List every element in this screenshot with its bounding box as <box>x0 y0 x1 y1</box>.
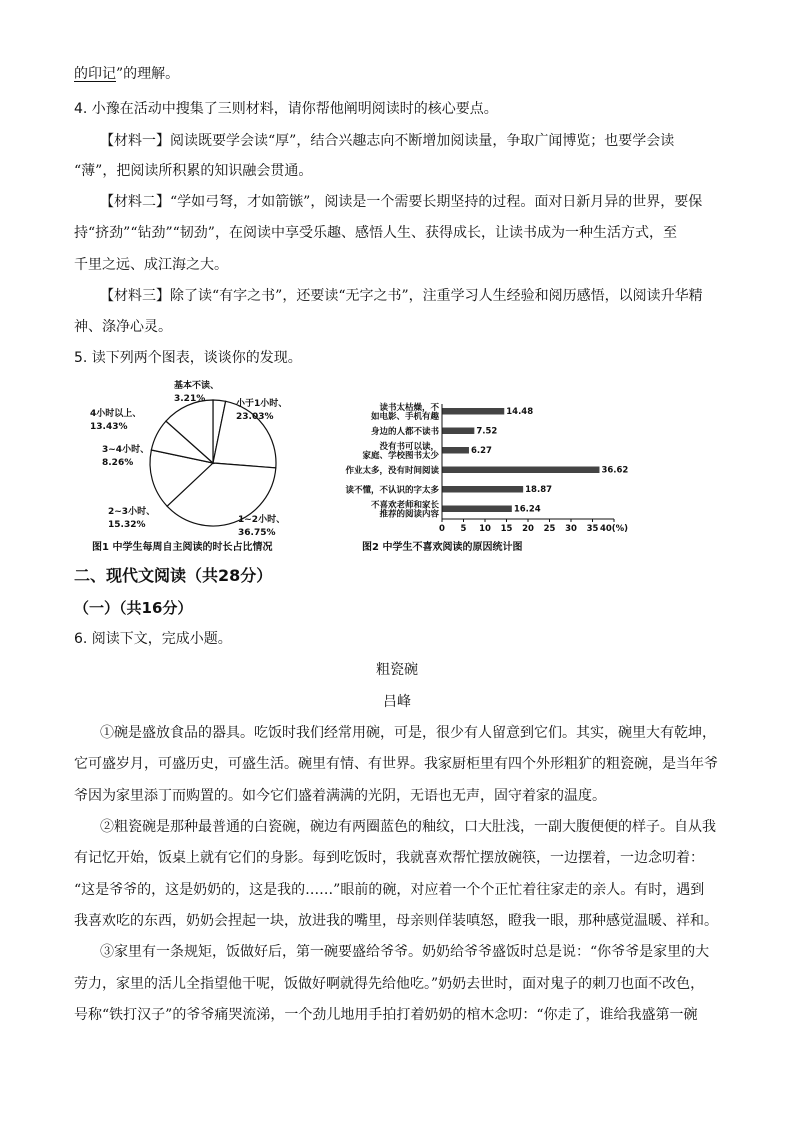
bar-category-label: 家庭、学校图书太少 <box>362 450 439 461</box>
x-tick-label: 20 <box>522 524 534 534</box>
label-h23-value: 15.32% <box>108 520 146 530</box>
material-3-line-1: 【材料三】除了读“有字之书”，还要读“无字之书”，注重学习人生经验和阅历感悟，以阅读升华精 <box>100 288 703 304</box>
bar-2 <box>442 447 469 454</box>
bar-value-label: 6.27 <box>470 446 492 456</box>
essay-p1-line-2: 它可盛岁月，可盛历史，可盛生活。碗里有情、有世界。我家厨柜里有四个外形粗犷的粗瓷碗，是当年爷 <box>74 756 718 772</box>
subsection-1-title: （一）（共16分） <box>74 599 193 617</box>
bar-category-label: 身边的人都不读书 <box>370 426 439 437</box>
bar-value-label: 18.87 <box>525 485 553 495</box>
x-tick-label: 0 <box>439 524 445 534</box>
question-4-stem: 4. 小豫在活动中搜集了三则材料，请你帮他阐明阅读时的核心要点。 <box>74 101 498 117</box>
bar-marks <box>442 408 599 512</box>
essay-title: 粗瓷碗 <box>376 662 418 678</box>
bar-value-label: 7.52 <box>476 426 498 437</box>
essay-p3-line-2: 劳力，家里的活儿全指望他干呢，饭做好啊就得先给他吃。”奶奶去世时，面对鬼子的刺刀也面不改色， <box>74 976 705 992</box>
essay-p2-line-4: 我喜欢吃的东西，奶奶会捏起一块，放进我的嘴里，母亲则佯装嗔怒，瞪我一眼，那种感觉温暖、祥和。 <box>74 913 718 929</box>
bar-category-label: 没有书可以读， <box>379 441 439 452</box>
bar-3 <box>442 467 599 474</box>
label-h34-value: 8.26% <box>102 458 134 468</box>
question-6-stem: 6. 阅读下文，完成小题。 <box>74 631 232 647</box>
x-tick-label: 10 <box>479 524 491 534</box>
label-none-name: 基本不读、 <box>174 381 220 391</box>
essay-p1-line-3: 爷因为家里添丁而购置的。如今它们盛着满满的光阴，无语也无声，固守着家的温度。 <box>74 788 606 804</box>
previous-question-tail <box>74 64 179 84</box>
bar-5 <box>442 506 512 513</box>
x-tick-label: 15 <box>500 524 513 534</box>
bar-1 <box>442 428 474 435</box>
bar-category-label: 读书太枯燥，不 <box>379 402 439 413</box>
label-gt4-value: 13.43% <box>90 422 128 432</box>
bar-4 <box>442 486 523 493</box>
label-h12-value: 36.75% <box>238 528 276 538</box>
material-1-line-2: “薄”，把阅读所积累的知识融会贯通。 <box>74 163 313 179</box>
section-2-title: 二、现代文阅读（共28分） <box>74 566 273 585</box>
label-h23-name: 2~3小时、 <box>108 507 156 517</box>
x-tick-label: 35 <box>586 524 599 534</box>
label-lt1-name: 小于1小时、 <box>236 399 288 409</box>
bar-value-label: 36.62 <box>601 465 629 476</box>
bar-chart <box>345 400 630 556</box>
essay-p3-line-3: 号称“铁打汉子”的爷爷痛哭流涕，一个劲儿地用手拍打着奶奶的棺木念叨：“你走了，谁给我盛第一碗 <box>74 1007 698 1023</box>
material-1-line-1: 【材料一】阅读既要学会读“厚”，结合兴趣志向不断增加阅读量，争取广闻博览；也要学会读 <box>100 133 675 149</box>
bar-value-label: 14.48 <box>506 407 534 417</box>
essay-p2-line-3: “这是爷爷的，这是奶奶的，这是我的……”眼前的碗，对应着一个个正忙着往家走的亲人。有时，遇到 <box>74 882 705 898</box>
label-lt1-value: 23.03% <box>236 412 274 422</box>
essay-p1-line-1: ①碗是盛放食品的器具。吃饭时我们经常用碗，可是，很少有人留意到它们。其实，碗里大有乾坤， <box>100 725 716 741</box>
figure-1-caption: 图1 中学生每周自主阅读的时长占比情况 <box>92 542 273 553</box>
material-2-line-2: 持“挤劲”“钻劲”“韧劲”，在阅读中享受乐趣、感悟人生、获得成长，让读书成为一种生活方式，至 <box>74 225 677 241</box>
bar-category-label: 推荐的阅读内容 <box>379 509 439 520</box>
x-tick-label: 5 <box>460 524 467 534</box>
essay-author: 吕峰 <box>383 694 411 710</box>
label-gt4-name: 4小时以上、 <box>90 409 142 419</box>
bar-category-label: 读不懂，不认识的字太多 <box>345 485 439 496</box>
bar-category-label: 不喜欢老师和家长 <box>370 500 439 511</box>
underlined-phrase: 的印记 <box>74 66 116 82</box>
bar-value-label: 16.24 <box>513 504 541 515</box>
pie-chart <box>86 376 326 556</box>
essay-p2-line-1: ②粗瓷碗是那种最普通的白瓷碗，碗边有两圈蓝色的釉纹，口大肚浅，一副大腹便便的样子。自从我 <box>100 819 716 835</box>
x-tick-label: 30 <box>565 524 577 534</box>
material-3-line-2: 神、涤净心灵。 <box>74 319 172 335</box>
question-5-stem: 5. 读下列两个图表，谈谈你的发现。 <box>74 350 302 366</box>
label-h12-name: 1~2小时、 <box>238 515 286 525</box>
essay-p3-line-1: ③家里有一条规矩，饭做好后，第一碗要盛给爷爷。奶奶给爷爷盛饭时总是说：“你爷爷是家里的大 <box>100 944 710 960</box>
label-h34-name: 3~4小时、 <box>102 445 150 455</box>
bar-value-labels <box>471 407 628 515</box>
material-2-line-1: 【材料二】“学如弓弩，才如箭镞”，阅读是一个需要长期坚持的过程。面对日新月异的世界，要保 <box>100 194 703 210</box>
figure-2-caption: 图2 中学生不喜欢阅读的原因统计图 <box>362 542 523 553</box>
bar-category-labels <box>345 402 439 520</box>
material-2-line-3: 千里之远、成江海之大。 <box>74 257 228 273</box>
essay-p2-line-2: 有记忆开始，饭桌上就有它们的身影。每到吃饭时，我就喜欢帮忙摆放碗筷，一边摆着，一边念叨着： <box>74 850 704 866</box>
label-none-value: 3.21% <box>174 394 206 404</box>
bar-category-label: 作业太多，没有时间阅读 <box>345 465 439 476</box>
x-tick-label: 40(%) <box>599 524 629 534</box>
bar-category-label: 如电影、手机有趣 <box>370 411 439 422</box>
bar-0 <box>442 408 504 415</box>
previous-question-end: ”的理解。 <box>116 66 180 82</box>
x-tick-label: 25 <box>543 524 556 534</box>
